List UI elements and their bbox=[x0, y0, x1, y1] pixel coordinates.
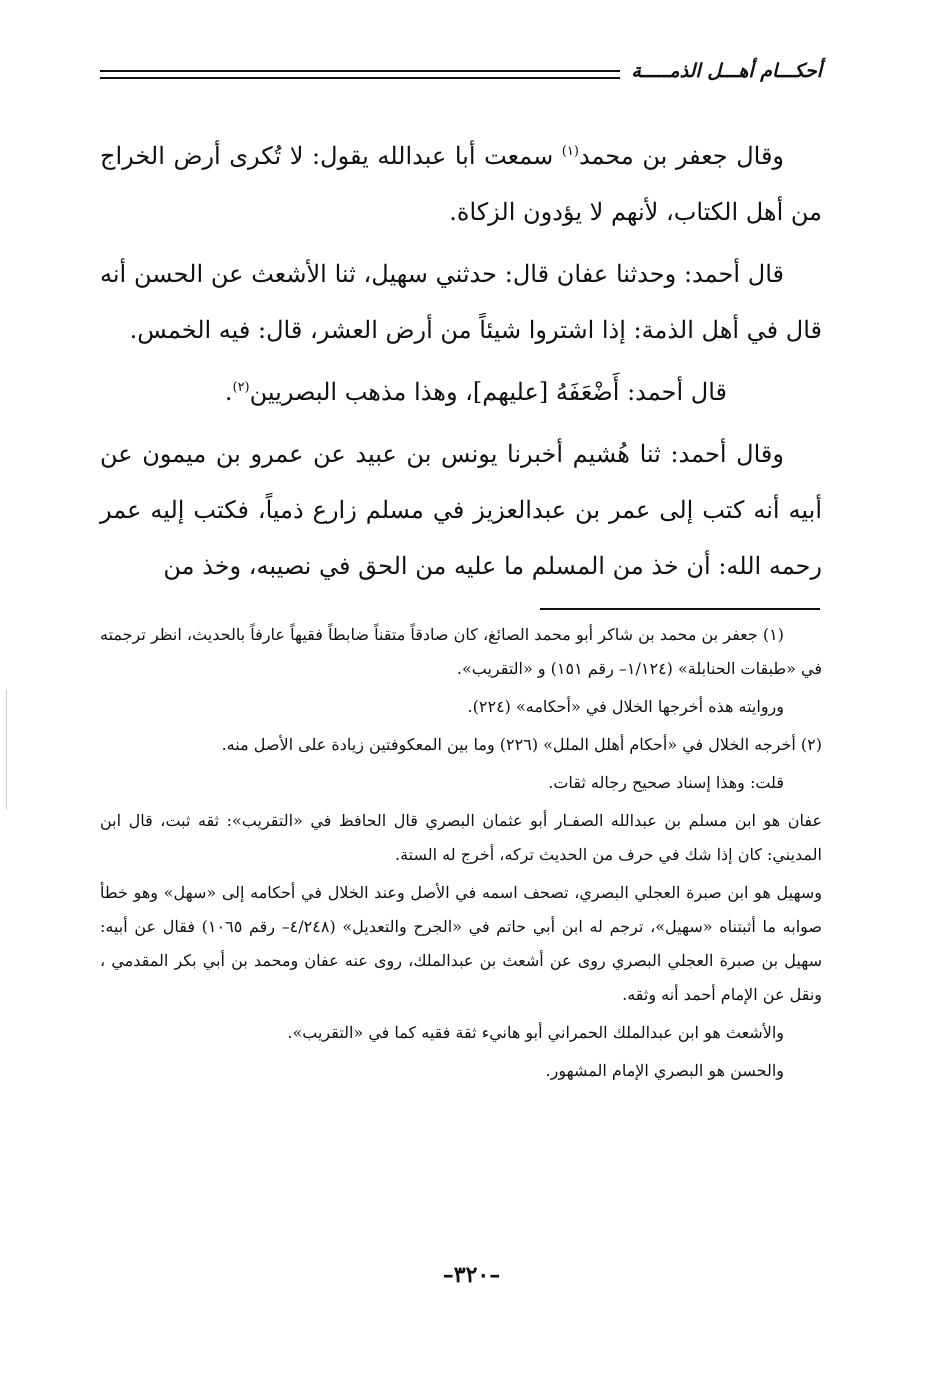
main-paragraph-3 bbox=[100, 364, 822, 420]
main-paragraph-1 bbox=[100, 128, 822, 240]
main-paragraph-4 bbox=[100, 426, 822, 594]
footnote-marker-2[interactable]: (٢) bbox=[232, 380, 250, 395]
paragraph-text: قال أحمد: وحدثنا عفان قال: حدثني سهيل، ثنا الأشعث عن الحسن أنه قال في أهل الذمة: إذا اشتروا شيئاً من أرض العشر، قال: فيه الخمس. bbox=[100, 260, 822, 344]
commentary-line: وسهيل هو ابن صبرة العجلي البصري، تصحف اسمه في الأصل وعند الخلال في أحكامه إلى «سهل» وهو خطأ صوابه ما أثبتناه «سهيل»، ترجم له ابن أبي حاتم في «الجرح والتعديل» (٤/٢٤٨– رقم ١٠٦٥) فقال عن أبيه: سهيل بن صبرة العجلي البصري روى عن أشعث بن عبدالملك، روى عنه عفان ومحمد بن أبي بكر المقدمي ، ونقل عن الإمام أحمد أنه وثقه. bbox=[100, 883, 823, 1004]
paragraph-text: قال أحمد: أَضْعَفَهُ [عليهم]، وهذا مذهب البصريين bbox=[249, 378, 727, 406]
paragraph-text: سمعت أبا عبدالله يقول: لا تُكرى أرض الخراج من أهل الكتاب، لأنهم لا يؤدون الزكاة. bbox=[100, 142, 822, 226]
commentary-line: قلت: وهذا إسناد صحيح رجاله ثقات. bbox=[548, 773, 784, 792]
commentary-line: عفان هو ابن مسلم بن عبدالله الصفـار أبو عثمان البصري قال الحافظ في «التقريب»: ثقه ثبت، قال ابن المديني: كان إذا شك في حرف من الحديث تركه، أخرج له الستة. bbox=[100, 811, 822, 864]
paragraph-text: وقال أحمد: ثنا هُشيم أخبرنا يونس بن عبيد عن عمرو بن ميمون عن أبيه أنه كتب إلى عمر بن عبدالعزيز في مسلم زارع ذمياً، فكتب إليه عمر رحمه الله: أن خذ من المسلم ما عليه من الحق في نصيبه، وخذ من bbox=[100, 440, 822, 580]
commentary-line: والأشعث هو ابن عبدالملك الحمراني أبو هانيء ثقة فقيه كما في «التقريب». bbox=[287, 1023, 784, 1042]
footnote-1: (١) جعفر بن محمد بن شاكر أبو محمد الصائغ، كان صادقاً متقناً ضابطاً فقيهاً عارفاً بالحديث، انظر ترجمته في «طبقات الحنابلة» (١/١٢٤– رقم ١٥١) و «التقريب». bbox=[100, 625, 822, 678]
main-text bbox=[100, 128, 822, 600]
running-header bbox=[100, 52, 822, 92]
commentary-line: والحسن هو البصري الإمام المشهور. bbox=[545, 1061, 784, 1080]
main-paragraph-2 bbox=[100, 246, 822, 358]
footnotes bbox=[100, 618, 822, 1092]
header-title: أحكـــام أهـــل الذمـــــة bbox=[621, 60, 822, 82]
paragraph-text: . bbox=[224, 378, 233, 406]
header-rule-lower bbox=[100, 77, 620, 79]
footnote-separator bbox=[540, 608, 820, 610]
footnote-1-continuation: وروايته هذه أخرجها الخلال في «أحكامه» (٢٢٤). bbox=[467, 697, 784, 716]
header-rule-upper bbox=[100, 70, 620, 72]
footnote-marker-1[interactable]: (١) bbox=[561, 144, 579, 159]
paragraph-text: وقال جعفر بن محمد bbox=[578, 142, 785, 170]
footnote-2: (٢) أخرجه الخلال في «أحكام أهلل الملل» (٢٢٦) وما بين المعكوفتين زيادة على الأصل منه. bbox=[221, 735, 822, 754]
scan-margin-line bbox=[6, 690, 7, 810]
page-number: –٣٢٠– bbox=[442, 1262, 501, 1288]
